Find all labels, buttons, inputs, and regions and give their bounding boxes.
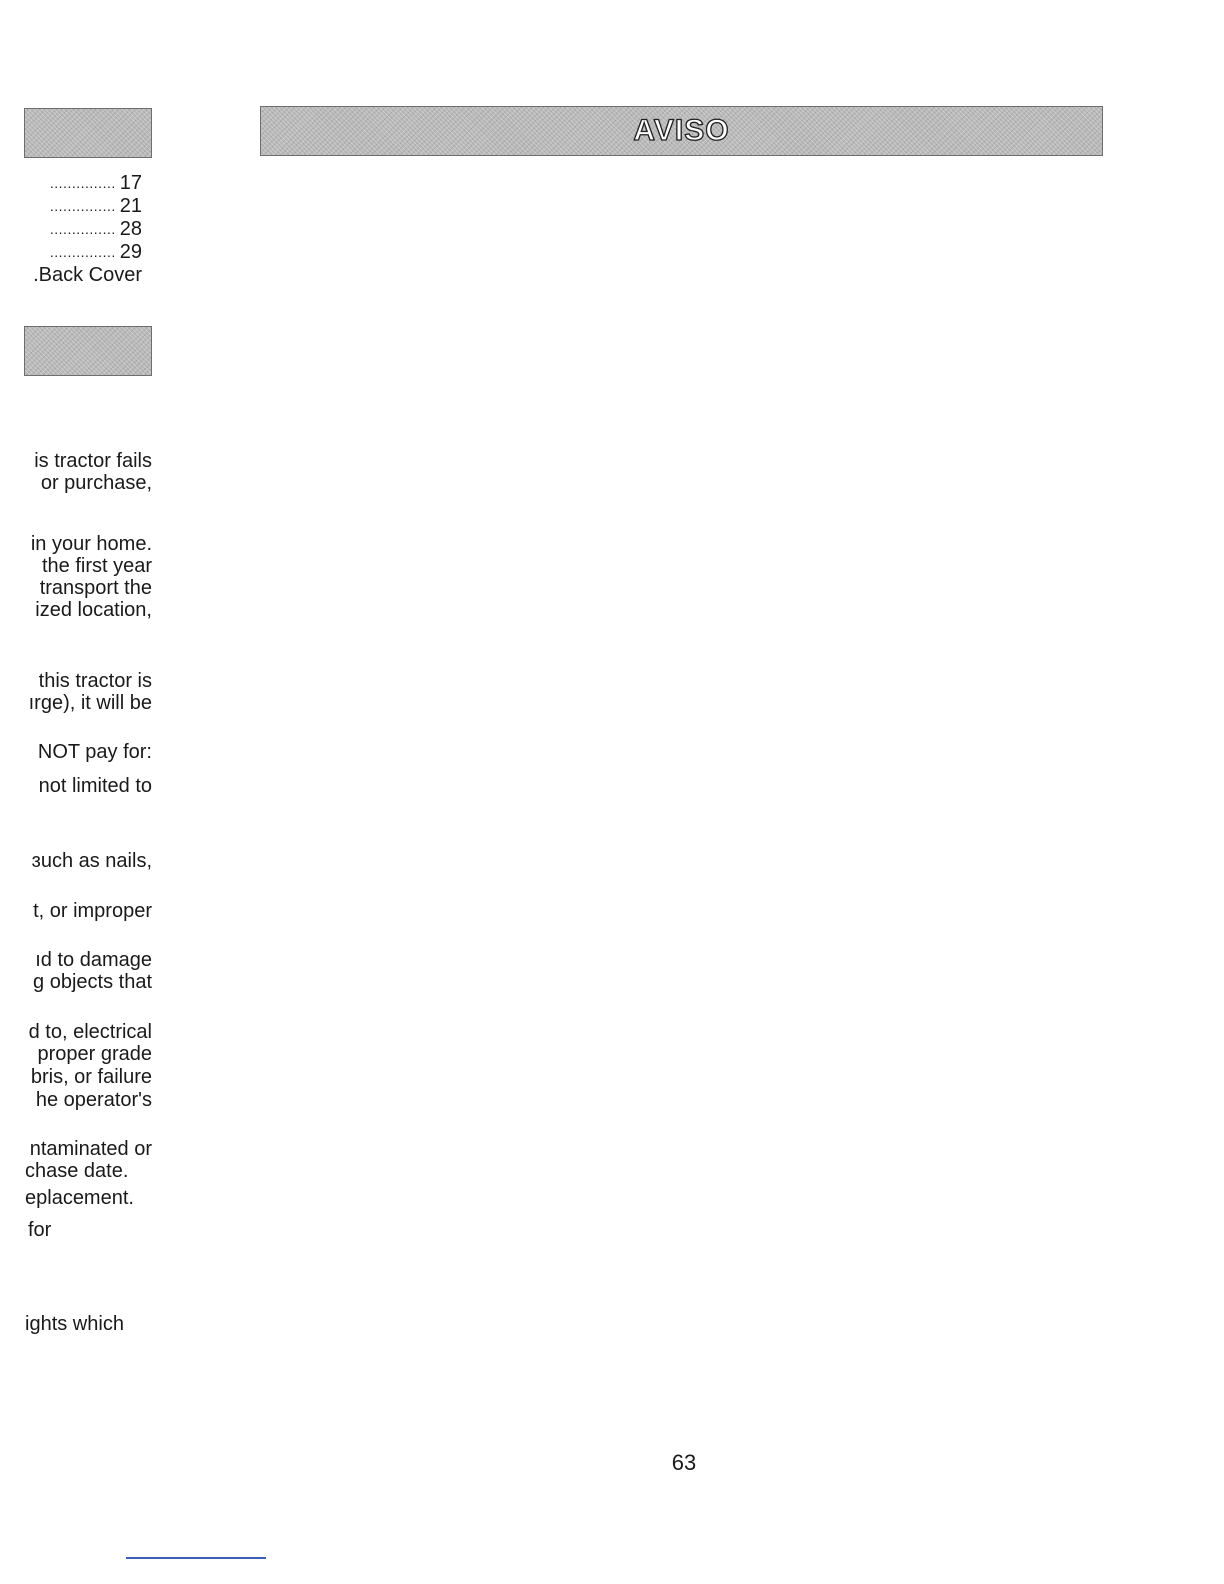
text-fragment: ıd to damage — [35, 949, 152, 971]
text-fragment: chase date. — [25, 1160, 129, 1182]
text-fragment: for — [28, 1219, 52, 1241]
text-fragment: ntaminated or — [29, 1138, 152, 1160]
toc-entry — [22, 172, 142, 195]
toc-leader: ............... — [49, 175, 116, 191]
text-fragment: proper grade — [37, 1043, 152, 1065]
text-fragment: ized location, — [35, 599, 152, 621]
text-fragment: or purchase, — [40, 472, 152, 494]
toc-page: 21 — [119, 195, 142, 217]
text-fragment: g objects that — [33, 971, 152, 993]
bottom-rule — [126, 1557, 266, 1559]
aviso-banner — [260, 106, 1103, 156]
section-header-box — [24, 326, 152, 376]
banner-title: AVISO — [633, 114, 730, 147]
toc-page: 29 — [119, 241, 142, 263]
section-header-box — [24, 108, 152, 158]
toc-entry — [22, 218, 142, 241]
table-of-contents — [22, 172, 142, 287]
text-fragment: transport the — [39, 577, 152, 599]
text-fragment: ɜuch as nails, — [31, 850, 152, 872]
text-fragment: he operator's — [35, 1089, 152, 1111]
toc-page: 17 — [119, 172, 142, 194]
toc-leader: ............... — [49, 198, 116, 214]
page-number: 63 — [671, 1450, 697, 1475]
text-fragment: the first year — [41, 555, 152, 577]
text-fragment: ırge), it will be — [28, 692, 152, 714]
toc-entry — [22, 241, 142, 264]
text-fragment: NOT pay for: — [37, 741, 152, 763]
text-fragment: this tractor is — [38, 670, 152, 692]
text-fragment: is tractor fails — [34, 450, 152, 472]
toc-leader: ............... — [49, 221, 116, 237]
text-fragment: d to, electrical — [28, 1021, 152, 1043]
text-fragment: ights which — [25, 1313, 124, 1335]
toc-entry — [22, 195, 142, 218]
text-fragment: t, or improper — [33, 900, 152, 922]
toc-entry — [22, 264, 142, 287]
text-fragment: eplacement. — [25, 1187, 134, 1209]
toc-page: 28 — [119, 218, 142, 240]
text-fragment: not limited to — [38, 775, 152, 797]
toc-page: .Back Cover — [33, 264, 142, 286]
toc-leader: ............... — [49, 244, 116, 260]
text-fragment: bris, or failure — [30, 1066, 152, 1088]
text-fragment: in your home. — [30, 533, 152, 555]
